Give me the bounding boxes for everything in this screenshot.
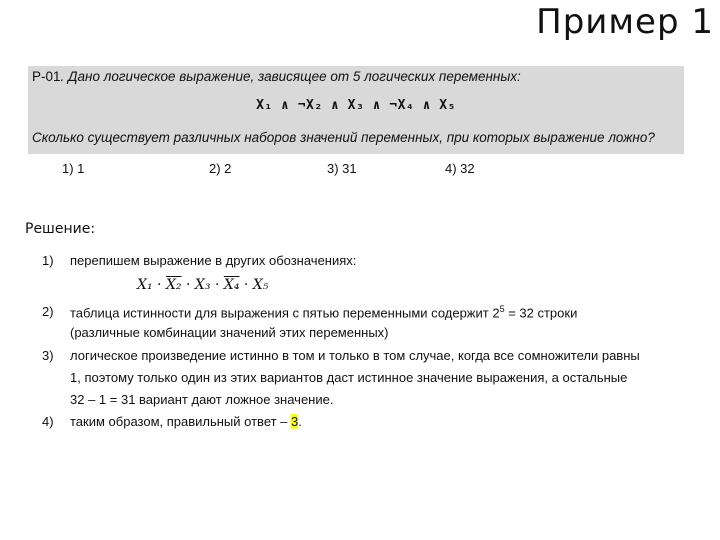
step-text: таким образом, правильный ответ – 3. — [70, 414, 302, 429]
answer-option-2: 2) 2 — [209, 161, 232, 176]
task-intro — [32, 69, 521, 84]
answer-option-3: 3) 31 — [327, 161, 357, 176]
formula-term-4-negated: X₄ — [223, 277, 240, 293]
step-text: (различные комбинации значений этих переменных) — [70, 325, 389, 340]
answer-option-1: 1) 1 — [62, 161, 85, 176]
step-number: 2) — [42, 304, 54, 319]
task-question: Сколько существует различных наборов значений переменных, при которых выражение ложно? — [32, 130, 655, 145]
step-text: логическое произведение истинно в том и только в том случае, когда все сомножители равны — [70, 348, 640, 363]
step-text: таблица истинности для выражения с пятью переменными содержит $2^5 = 32$ строки — [70, 304, 578, 321]
correct-answer-highlight: 3 — [291, 414, 299, 429]
formula-term-2-negated: X₂ — [165, 277, 182, 293]
task-id: Р-01 — [32, 69, 61, 84]
slide-title: Пример 1 — [536, 2, 714, 42]
step-text: 1, поэтому только один из этих вариантов даст истинное значение выражения, а остальные — [70, 370, 628, 385]
formula-term-3: X₃ — [194, 277, 211, 293]
step-text: перепишем выражение в других обозначениях: — [70, 253, 357, 268]
step-number: 1) — [42, 253, 54, 268]
task-box — [28, 66, 684, 154]
solution-label: Решение: — [25, 221, 96, 237]
answer-option-4: 4) 32 — [445, 161, 475, 176]
task-intro-text: . Дано логическое выражение, зависящее от 5 логических переменных: — [60, 69, 521, 84]
step-number: 3) — [42, 348, 54, 363]
formula-term-1: X₁ — [137, 277, 153, 293]
step-number: 4) — [42, 414, 54, 429]
logical-expression: X₁ ∧ ¬X₂ ∧ X₃ ∧ ¬X₄ ∧ X₅ — [256, 98, 456, 113]
formula-rewritten: X₁ · X₂ · X₃ · X₄ · X₅ — [137, 277, 269, 293]
formula-term-5: X₅ — [252, 277, 269, 293]
step-text: 32 – 1 = 31 вариант дают ложное значение. — [70, 392, 334, 407]
